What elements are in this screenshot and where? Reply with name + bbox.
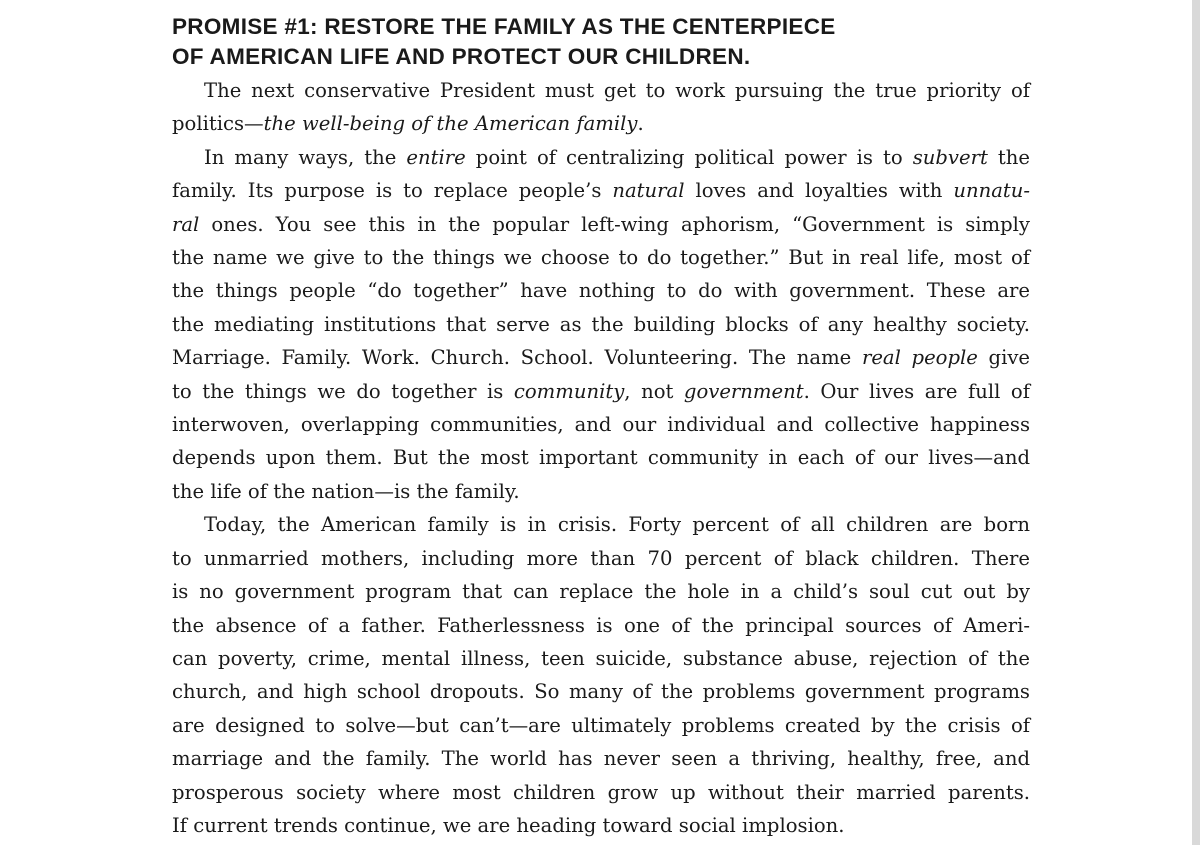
p3-line-6: church, and high school dropouts. So many of the problems government programs bbox=[172, 680, 1030, 704]
p2-line-4: the name we give to the things we choose to do together.” But in real life, most of bbox=[172, 246, 1030, 270]
p3-line-5: can poverty, crime, mental illness, teen suicide, substance abuse, rejection of the bbox=[172, 646, 1030, 670]
p3-line-1: Today, the American family is in crisis. Forty percent of all children are born bbox=[204, 513, 1030, 537]
italic-word: unnatu- bbox=[953, 179, 1031, 203]
p3-line-10: If current trends continue, we are heading toward social implosion. bbox=[172, 813, 845, 837]
paragraph-1 bbox=[172, 74, 1030, 141]
paragraph-2 bbox=[172, 141, 1030, 508]
paragraph-3 bbox=[172, 508, 1030, 842]
page-edge-border bbox=[1192, 0, 1200, 845]
p2-line-7: Marriage. Family. Work. Church. School. Volunteering. The name real people give bbox=[172, 346, 1031, 370]
p3-line-2: to unmarried mothers, including more than 70 percent of black children. There bbox=[172, 546, 1030, 570]
italic-word: entire bbox=[406, 145, 466, 169]
p3-line-4: the absence of a father. Fatherlessness is one of the principal sources of Ameri- bbox=[172, 613, 1030, 637]
p3-line-7: are designed to solve—but can’t—are ultimately problems created by the crisis of bbox=[172, 713, 1030, 737]
italic-word: ral bbox=[172, 212, 200, 236]
italic-word: government bbox=[683, 379, 804, 403]
italic-phrase: real people bbox=[861, 346, 978, 370]
p2-line-5: the things people “do together” have nothing to do with government. These are bbox=[172, 279, 1030, 303]
p1-line-2: politics—the well-being of the American family. bbox=[172, 112, 644, 136]
p1-line-1: The next conservative President must get to work pursuing the true priority of bbox=[204, 79, 1030, 102]
p2-line-2: family. Its purpose is to replace people’s natural loves and loyalties with unnatu- bbox=[172, 179, 1031, 203]
p2-line-1: In many ways, the entire point of centralizing political power is to subvert the bbox=[204, 145, 1030, 169]
heading-line-2: OF AMERICAN LIFE AND PROTECT OUR CHILDREN. bbox=[172, 44, 751, 69]
italic-word: subvert bbox=[912, 145, 988, 169]
italic-word: natural bbox=[612, 179, 685, 203]
article-body bbox=[172, 12, 1030, 842]
p2-line-6: the mediating institutions that serve as the building blocks of any healthy society. bbox=[172, 312, 1030, 336]
p2-line-8: to the things we do together is community, not government. Our lives are full of bbox=[172, 379, 1030, 403]
p2-line-9: interwoven, overlapping communities, and our individual and collective happiness bbox=[172, 413, 1030, 437]
italic-phrase: the well-being of the American family bbox=[263, 112, 638, 136]
p2-line-10: depends upon them. But the most important community in each of our lives—and bbox=[172, 446, 1030, 470]
section-heading bbox=[172, 12, 1030, 72]
p3-line-3: is no government program that can replace the hole in a child’s soul cut out by bbox=[172, 580, 1030, 604]
p2-line-3: ral ones. You see this in the popular left-wing aphorism, “Government is simply bbox=[172, 212, 1030, 236]
p3-line-9: prosperous society where most children grow up without their married parents. bbox=[172, 780, 1030, 804]
heading-line-1: PROMISE #1: RESTORE THE FAMILY AS THE CENTERPIECE bbox=[172, 14, 836, 39]
italic-word: community bbox=[513, 379, 625, 403]
p3-line-8: marriage and the family. The world has never seen a thriving, healthy, free, and bbox=[172, 747, 1030, 771]
p2-line-11: the life of the nation—is the family. bbox=[172, 479, 520, 503]
